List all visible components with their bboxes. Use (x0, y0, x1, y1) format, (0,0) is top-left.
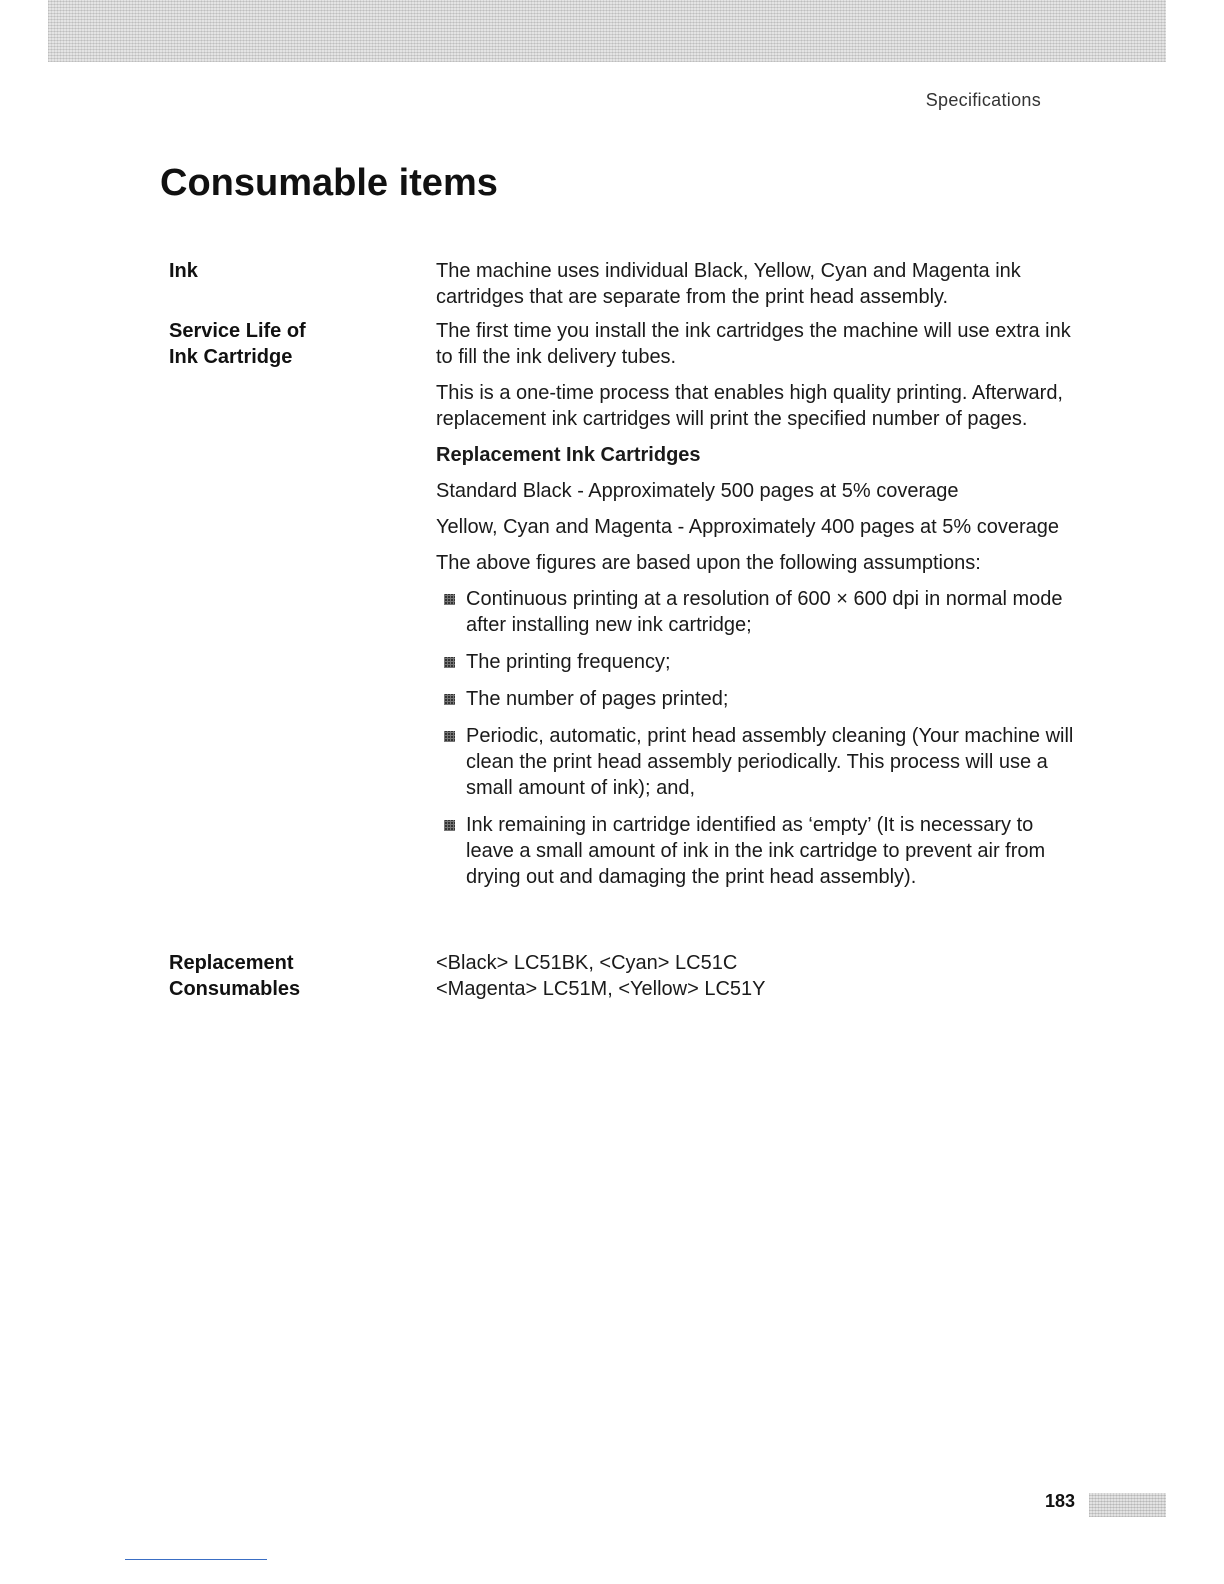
list-item-text: The number of pages printed; (466, 688, 729, 710)
ink-description: The machine uses individual Black, Yellow, Cyan and Magenta ink cartridges that are separate from the print head assembly. (436, 260, 1021, 308)
page-title: Consumable items (160, 162, 498, 204)
page-number-pattern (1089, 1493, 1166, 1517)
list-item (436, 812, 1076, 890)
page-number: 183 (1045, 1491, 1076, 1511)
list-item (436, 686, 1076, 712)
term-ink: Ink (169, 260, 198, 282)
list-item-text: Periodic, automatic, print head assembly cleaning (Your machine will clean the print head assembly periodically. This process will use a small amount of ink); and, (466, 725, 1074, 799)
replacement-cartridges-heading: Replacement Ink Cartridges (436, 444, 701, 466)
footer-rule (125, 1559, 267, 1560)
header-pattern-band (48, 0, 1166, 62)
list-item (436, 586, 1076, 638)
service-life-paragraph: The first time you install the ink cartridges the machine will use extra ink to fill the ink delivery tubes. (436, 320, 1071, 368)
term-replacement-consumables (169, 950, 300, 1002)
yield-color: Yellow, Cyan and Magenta - Approximately 400 pages at 5% coverage (436, 516, 1059, 538)
bullet-square-icon (444, 657, 455, 668)
term-replacement-line2: Consumables (169, 978, 301, 1000)
list-item-text: Continuous printing at a resolution of 600 × 600 dpi in normal mode after installing new ink cartridge; (466, 588, 1063, 636)
desc-ink (436, 258, 1076, 320)
list-item (436, 649, 1076, 675)
consumables-line: <Magenta> LC51M, <Yellow> LC51Y (436, 978, 766, 1000)
term-replacement-line1: Replacement (169, 952, 294, 974)
bullet-square-icon (444, 594, 455, 605)
list-item (436, 723, 1076, 801)
term-service-life-line2: Ink Cartridge (169, 346, 293, 368)
desc-service-life (436, 318, 1076, 901)
assumptions-list (436, 586, 1076, 890)
list-item-text: The printing frequency; (466, 651, 671, 673)
section-label: Specifications (925, 90, 1041, 110)
consumables-line: <Black> LC51BK, <Cyan> LC51C (436, 952, 738, 974)
yield-black: Standard Black - Approximately 500 pages at 5% coverage (436, 480, 959, 502)
desc-replacement-consumables (436, 950, 1076, 1002)
term-service-life-line1: Service Life of (169, 320, 306, 342)
list-item-text: Ink remaining in cartridge identified as ‘empty’ (It is necessary to leave a small amount of ink in the ink cartridge to prevent air from drying out and damaging the print head assembly). (466, 814, 1046, 888)
term-service-life (169, 318, 306, 370)
bullet-square-icon (444, 820, 455, 831)
bullet-square-icon (444, 731, 455, 742)
assumptions-intro: The above figures are based upon the following assumptions: (436, 552, 981, 574)
bullet-square-icon (444, 694, 455, 705)
service-life-paragraph: This is a one-time process that enables high quality printing. Afterward, replacement ink cartridges will print the specified number of pages. (436, 382, 1063, 430)
